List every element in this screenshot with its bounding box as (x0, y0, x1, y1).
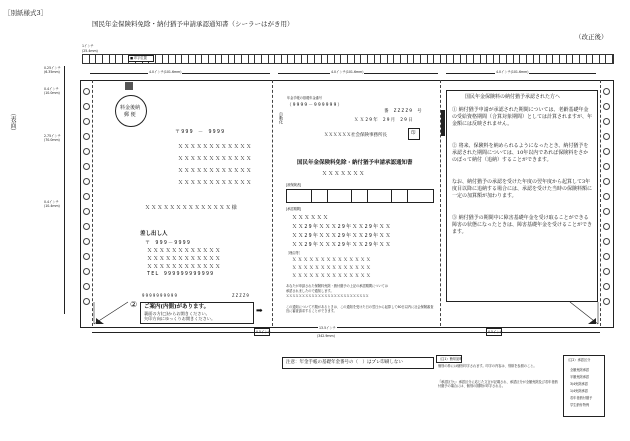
basic-no-caption: 年金手帳の基礎年金番号 (287, 96, 323, 100)
recipient-address-line: ＸＸＸＸＸＸＸＸＸＸＸＸ (178, 156, 253, 162)
sprocket-hole (83, 88, 90, 95)
ruler-left-d: 0.4インチ (44, 200, 59, 204)
approval-type: 全額免除承認 (570, 368, 590, 372)
form-label: ［別紙様式3］ (4, 9, 48, 17)
sprocket-hole (603, 298, 610, 305)
reason-label: ［理由等］ (286, 251, 302, 255)
approval-type: 3/4免除承認 (570, 382, 588, 386)
issuing-office: ＸＸＸＸＸＸ社会保険事務所長 (324, 133, 387, 138)
ruler-left-c-mm: (70.0mm) (44, 138, 60, 142)
panel-width-3: 4.0インチ(101.6mm) (496, 70, 529, 74)
left-dim-line (64, 66, 65, 314)
document-title: 国民年金保険料免除・納付猶予申請承認通知書（シーラーはがき用） (92, 20, 294, 28)
sprocket-hole (603, 133, 610, 140)
reason-row: ＸＸＸＸＸＸＸＸＸＸＸＸＸＸ (292, 274, 372, 279)
approval-type: 1/4免除承認 (570, 389, 588, 393)
left-perforation (92, 80, 93, 326)
explanation-para: ③ 納付猶予の期間中に障害基礎年金を受け取ることができる障害の状態になったときは、障害基礎年金を受けることができます。 (452, 215, 593, 235)
body-line: ＸＸＸＸＸＸＸＸＸＸＸＸＸＸＸＸＸＸＸＸＸＸＸＸＸＸ (286, 294, 369, 298)
sprocket-hole (83, 163, 90, 170)
sender-tel: TEL 999999999999 (147, 271, 215, 277)
open-arrow-icon: ➡ (256, 306, 263, 315)
bottom-small-box-2: 0.5インチ (488, 330, 503, 334)
note3-box: （注2）承認区分 全額免除承認 半額免除承認 3/4免除承認 1/4免除承認 若年者納付猶予 学生納付特例 (563, 355, 605, 417)
basic-pension-number: （9999－999999） (287, 103, 344, 108)
note1-text: 個別の枠には個別印字されます。印字の内容は、別紙を参照のこと。 (438, 364, 537, 368)
reason-row: ＸＸＸＸＸＸＸＸＸＸＸＸＸＸ (292, 266, 372, 271)
sprocket-hole (603, 208, 610, 215)
official-seal: 印 (408, 128, 420, 140)
sprocket-hole (603, 223, 610, 230)
sprocket-hole (83, 118, 90, 125)
sprocket-hole (603, 148, 610, 155)
top-ruler (82, 54, 614, 64)
sender-address-line: ＸＸＸＸＸＸＸＸＸＸＸＸ (147, 248, 222, 254)
insured-label: [被保険者] (286, 183, 302, 187)
sprocket-hole (603, 88, 610, 95)
sprocket-hole (83, 193, 90, 200)
bottom-dim-line (92, 332, 600, 333)
sprocket-hole (603, 163, 610, 170)
explanation-para: ① 納付猶予申請が承認された期間については、老齢基礎年金の受給資格期間（合算対象期間）としては計算されますが、年金額には反映されません。 (452, 107, 593, 127)
ruler-left-a: 0.25インチ (44, 66, 61, 70)
sender-title: 差し出し人 (140, 231, 168, 237)
bottom-total-mm: (342.9mm) (317, 334, 335, 338)
recipient-zip: 〒999 － 9999 (175, 129, 226, 135)
explanation-para: ② 将来、保険料を納められるようになったとき、納付猶予を承認された期間については、10年以内であれば保険料をさかのぼって納付（追納）することができます。 (452, 143, 589, 163)
explanation-para: なお、納付猶予の承認を受けた年度の翌年度から起算して3年度目以降に追納する場合には、承認を受けた当時の保険料額に一定の加算額が加わります。 (452, 179, 593, 199)
recipient-name: ＸＸＸＸＸＸＸＸＸＸＸＸＸＸ様 (145, 205, 239, 211)
note2-text: 『承認区分』：承認区分に応じた文言が記載され、承認区分が全額免除及び若年者納付猶予の場合には、個別の期間が印字される。 (438, 380, 558, 388)
right-perforation (600, 80, 601, 326)
sprocket-hole (83, 148, 90, 155)
sprocket-hole (603, 118, 610, 125)
sprocket-hole (83, 208, 90, 215)
sprocket-hole (83, 253, 90, 260)
notice-box: ご案内(内側)があります。 裏面の方(□)からお開きください。 矢印方向にゆっくりお開きください。 (140, 302, 254, 324)
ruler-left-b-mm: (10.0mm) (44, 91, 60, 95)
ruler-left-d-mm: (10.4mm) (44, 204, 60, 208)
panel-width-2: 4.0インチ(101.6mm) (331, 70, 364, 74)
body-line: 承認されましたので通知します。 (286, 289, 334, 293)
ruler-left-a-mm: (6.35mm) (44, 70, 60, 74)
sprocket-hole (83, 178, 90, 185)
notice-title: 国民年金保険料免除・納付猶予申請承認通知書 (297, 160, 413, 166)
sprocket-hole (603, 268, 610, 275)
insured-table (286, 189, 434, 203)
sprocket-hole (83, 238, 90, 245)
bottom-caption-box: 注意：年金手帳の基礎年金番号の（ ）はプレ印刷しない (282, 357, 434, 369)
period-row: ＸＸ29年ＸＸＸ29年ＸＸ29年ＸＸ (292, 242, 392, 248)
recipient-address-line: ＸＸＸＸＸＸＸＸＸＸＸＸ (178, 180, 253, 186)
issue-date: ＸＸ29年 29月 29日 (354, 118, 414, 123)
barcode-number: 9999999999 (142, 293, 179, 298)
period-row: ＸＸＸＸＸＸ (292, 215, 330, 221)
fold-line-1 (272, 80, 273, 326)
period-row: ＸＸ29年ＸＸＸ29年ＸＸ29年ＸＸ (292, 233, 392, 239)
ruler-top-mm: (25.4mm) (82, 49, 98, 53)
panel-width-1: 4.0インチ(101.6mm) (149, 70, 182, 74)
ruler-left-c: 2.75インチ (44, 134, 61, 138)
document-number: 番 ZZZZ9 号 (384, 109, 423, 114)
side-marker (441, 110, 445, 136)
sender-address-line: ＸＸＸＸＸＸＸＸＸＸＸＸ (147, 256, 222, 262)
recipient-address-line: ＸＸＸＸＸＸＸＸＸＸＸＸ (178, 144, 253, 150)
sprocket-hole (83, 298, 90, 305)
appeal-note: この通知について不服があるときは、この通知を受けた日の翌日から起算して60日以内に社会保険審査官に審査請求することができます。 (286, 305, 434, 313)
explanation-box (446, 90, 598, 302)
period-label: [承認期間] (286, 207, 302, 211)
bottom-small-box-1: 0.5インチ (256, 330, 271, 334)
explanation-header: 国民年金保険料の納付猶予承認された方へ (465, 94, 561, 100)
circle-number: ② (130, 300, 138, 309)
registration-mark (125, 82, 133, 90)
sprocket-hole (83, 283, 90, 290)
body-line: あなたが申請された保険料免除・納付猶予の上記の承認期間については (286, 284, 388, 288)
vertical-label: 自動化 (279, 112, 284, 124)
notice-subtitle: ＸＸＸＸＸＸＸ (322, 171, 366, 177)
ruler-top-inch: 1インチ (82, 44, 94, 48)
bottom-total: 13.5インチ (319, 326, 336, 330)
sprocket-hole (603, 238, 610, 245)
postage-stamp-mark: 料金後納 郵 便 (115, 95, 147, 127)
sprocket-hole (603, 103, 610, 110)
sprocket-hole (603, 283, 610, 290)
reason-row: ＸＸＸＸＸＸＸＸＸＸＸＸＸＸ (292, 258, 372, 263)
approval-type: 学生納付特例 (570, 403, 590, 407)
period-row: ＸＸ29年ＸＸＸ29年ＸＸ29年ＸＸ (292, 224, 392, 230)
sprocket-hole (83, 268, 90, 275)
revision-label: （改正後） (575, 33, 608, 41)
sender-zip: 〒 999－9999 (145, 240, 192, 246)
form-code: ZZZZ9 (232, 293, 251, 298)
sprocket-hole (603, 178, 610, 185)
approval-type: 半額免除承認 (570, 375, 590, 379)
note1-label-box: （注1）簡易説明 (438, 357, 463, 361)
sprocket-hole (83, 103, 90, 110)
corner-guide-right (568, 300, 600, 326)
sprocket-hole (83, 223, 90, 230)
sprocket-hole (83, 133, 90, 140)
ruler-left-b: 0.4インチ (44, 87, 59, 91)
side-label: （表面） (9, 110, 16, 134)
approval-type: 若年者納付猶予 (570, 396, 593, 400)
sprocket-hole (603, 193, 610, 200)
sprocket-hole (603, 253, 610, 260)
recipient-address-line: ＸＸＸＸＸＸＸＸＸＸＸＸ (178, 168, 253, 174)
sender-address-line: ＸＸＸＸＸＸＸＸＸＸＸＸ (147, 264, 222, 270)
print-position-marker: ■ 印字位置 (128, 55, 154, 62)
corner-guide-left (92, 300, 132, 326)
